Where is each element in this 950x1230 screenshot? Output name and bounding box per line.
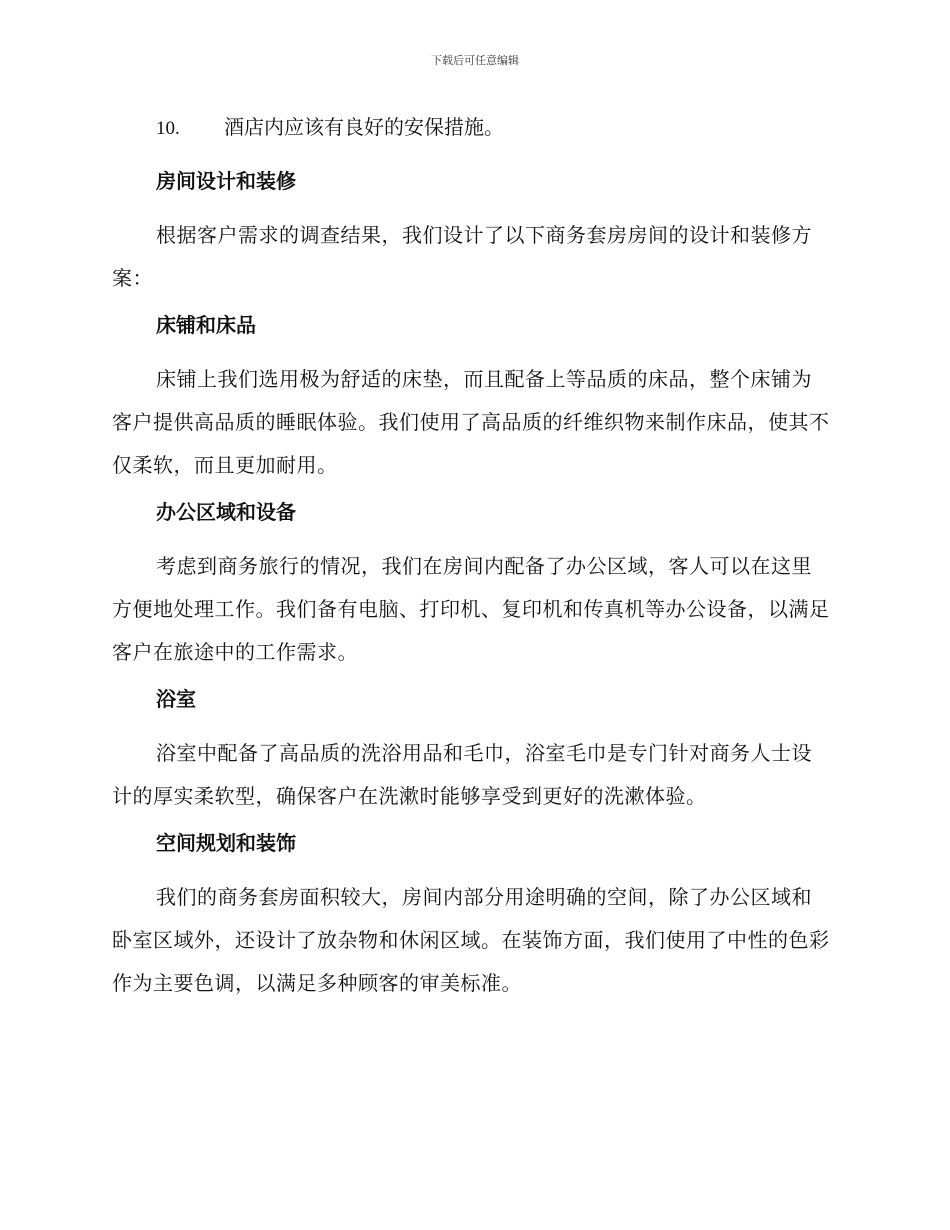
page-header-note: 下载后可任意编辑 <box>431 54 519 67</box>
section-paragraph-bathroom: 浴室中配备了高品质的洗浴用品和毛巾，浴室毛巾是专门针对商务人士设计的厚实柔软型，确保客户在洗漱时能够享受到更好的洗漱体验。 <box>112 741 812 808</box>
list-item-number: 10. <box>156 118 180 139</box>
section-paragraph-office-area: 考虑到商务旅行的情况，我们在房间内配备了办公区域，客人可以在这里方便地处理工作。我们备有电脑、打印机、复印机和传真机等办公设备，以满足客户在旅途中的工作需求。 <box>112 554 830 664</box>
document-body <box>112 110 830 1013</box>
numbered-list-item <box>112 110 830 146</box>
section-heading-space-planning: 空间规划和装饰 <box>156 831 296 855</box>
section-heading-bedding: 床铺和床品 <box>156 313 256 337</box>
section-heading-bathroom: 浴室 <box>156 687 196 711</box>
list-item-text: 酒店内应该有良好的安保措施。 <box>224 115 504 139</box>
section-heading-room-design: 房间设计和装修 <box>156 169 296 193</box>
section-paragraph-room-design: 根据客户需求的调查结果，我们设计了以下商务套房房间的设计和装修方案： <box>112 223 812 290</box>
section-heading-office-area: 办公区域和设备 <box>156 500 296 524</box>
section-paragraph-bedding: 床铺上我们选用极为舒适的床垫，而且配备上等品质的床品，整个床铺为客户提供高品质的睡眠体验。我们使用了高品质的纤维织物来制作床品，使其不仅柔软，而且更加耐用。 <box>112 367 830 477</box>
section-paragraph-space-planning: 我们的商务套房面积较大，房间内部分用途明确的空间，除了办公区域和卧室区域外，还设计了放杂物和休闲区域。在装饰方面，我们使用了中性的色彩作为主要色调，以满足多种顾客的审美标准。 <box>112 885 830 995</box>
